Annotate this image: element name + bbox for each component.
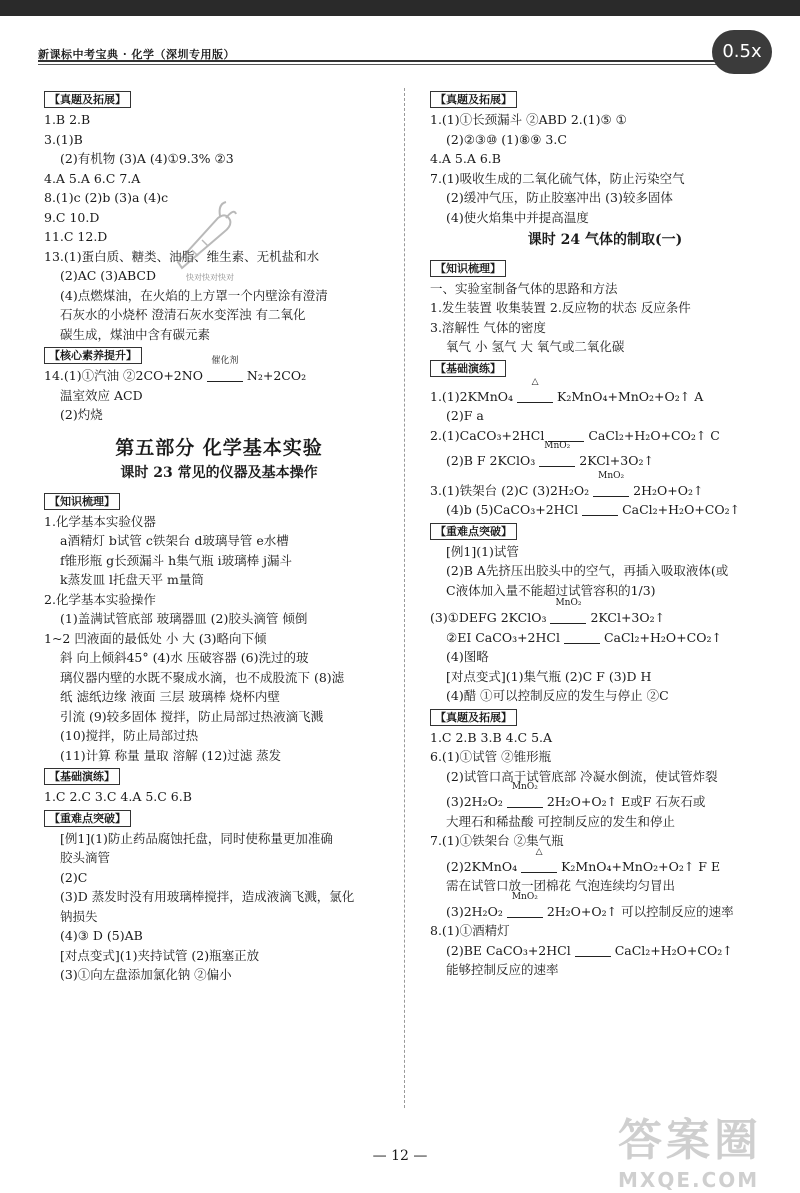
eq-right: 2H₂O+O₂↑	[633, 482, 704, 498]
answer-line: 大理石和稀盐酸 可控制反应的发生和停止	[446, 813, 675, 829]
reaction-condition: MnO₂	[555, 598, 582, 608]
reaction-arrow	[507, 782, 543, 812]
answer-line: 3.(1)B	[44, 131, 83, 147]
eq-right: 2H₂O+O₂↑ E或F 石灰石或	[546, 794, 706, 809]
answer-line: (3)①向左盘添加氯化钠 ②偏小	[60, 967, 232, 982]
answer-list	[430, 728, 780, 787]
answer-line: (3)D 蒸发时没有用玻璃棒搅拌，造成液滴飞溅，氯化	[60, 889, 355, 904]
equation-line	[430, 782, 780, 812]
eq-left: 2.(1)CaCO₃+2HCl	[430, 427, 545, 443]
reaction-arrow	[521, 846, 557, 877]
answer-list	[44, 787, 394, 807]
answer-line: (2)F a	[446, 408, 484, 423]
reaction-arrow	[550, 598, 586, 628]
eq-right: CaCl₂+H₂O+CO₂↑ C	[588, 427, 720, 443]
eq-right: K₂MnO₄+MnO₂+O₂↑ A	[557, 388, 704, 404]
answer-line: 13.(1)蛋白质、糖类、油脂、维生素、无机盐和水	[44, 248, 320, 264]
answer-line: f锥形瓶 g长颈漏斗 h集气瓶 i玻璃棒 j漏斗	[60, 552, 292, 568]
answer-line: (2)试管口高于试管底部 冷凝水倒流，使试管炸裂	[446, 768, 718, 784]
eq-left: (3)2H₂O₂	[446, 903, 503, 919]
answer-line: 斜 向上倾斜45° (4)水 压破容器 (6)洗过的玻	[60, 650, 309, 665]
answer-line: 3.溶解性 气体的密度	[430, 319, 546, 335]
section-tag: 【知识梳理】	[430, 260, 506, 277]
reaction-arrow	[207, 356, 243, 386]
answer-line: 6.(1)①试管 ②锥形瓶	[430, 749, 552, 764]
eq-right: 2H₂O+O₂↑ 可以控制反应的速率	[546, 903, 734, 919]
answer-line: 胶头滴管	[60, 850, 111, 865]
answer-line: 7.(1)①铁架台 ②集气瓶	[430, 833, 564, 848]
section-tag: 【重难点突破】	[44, 810, 131, 827]
answer-line: 1~2 凹液面的最低处 小 大 (3)略向下倾	[44, 630, 267, 646]
page-header: 新课标中考宝典 · 化学（深圳专用版）	[38, 48, 235, 61]
equation-line	[430, 598, 780, 628]
answer-line: (4)③ D (5)AB	[60, 928, 143, 943]
reaction-arrow	[517, 376, 553, 407]
answer-line: 4.A 5.A 6.C 7.A	[44, 170, 141, 186]
eq-left: 1.(1)2KMnO₄	[430, 388, 514, 404]
answer-line: [对点变式](1)夹持试管 (2)瓶塞正放	[60, 947, 260, 963]
answer-line: 需在试管口放一团棉花 气泡连续均匀冒出	[446, 878, 675, 893]
answer-line: 9.C 10.D	[44, 209, 100, 225]
playback-speed-button[interactable]: 0.5x	[712, 30, 772, 74]
answer-line: (4)使火焰集中并提高温度	[446, 209, 589, 225]
reaction-condition: MnO₂	[544, 441, 571, 451]
section-tag: 【真题及拓展】	[44, 91, 131, 108]
answer-line: (2)C	[60, 869, 88, 885]
header-rule-thin	[38, 64, 753, 65]
answer-line: 钠损失	[60, 908, 98, 924]
answer-line: (4)点燃煤油，在火焰的上方罩一个内壁涂有澄清	[60, 287, 328, 303]
section-tag: 【核心素养提升】	[44, 347, 142, 364]
answer-line: 8.(1)①酒精灯	[430, 923, 510, 938]
reaction-arrow	[575, 941, 611, 961]
eq-left: (2)2KMnO₄	[446, 858, 518, 874]
equation-line	[430, 441, 780, 471]
watermark-url: MXQE.COM	[618, 1168, 760, 1192]
answer-line: 8.(1)c (2)b (3)a (4)c	[44, 190, 169, 205]
answer-line: (2)有机物 (3)A (4)①9.3% ②3	[60, 151, 234, 166]
reaction-condition: △	[531, 376, 539, 387]
top-bar	[0, 0, 800, 16]
equation-line	[430, 470, 780, 501]
carrot-stamp-icon	[168, 198, 238, 272]
reaction-arrow	[507, 891, 543, 922]
reaction-condition: 催化剂	[211, 356, 239, 366]
answer-line: (4)醋 ①可以控制反应的发生与停止 ②C	[446, 688, 669, 703]
answer-line: 一、实验室制备气体的思路和方法	[430, 280, 618, 296]
eq-right: CaCl₂+H₂O+CO₂↑	[614, 942, 733, 958]
eq-left: 14.(1)①汽油 ②2CO+2NO	[44, 368, 203, 383]
eq-left: 3.(1)铁架台 (2)C (3)2H₂O₂	[430, 482, 590, 498]
section-tag: 【重难点突破】	[430, 523, 517, 540]
section-tag: 【基础演练】	[44, 768, 120, 785]
eq-right: 2KCl+3O₂↑	[590, 610, 666, 625]
equation-line	[430, 628, 780, 648]
answer-line: 氧气 小 氢气 大 氧气或二氧化碳	[446, 339, 625, 354]
answer-list	[430, 542, 780, 601]
equation-line	[430, 846, 780, 877]
equation-line	[430, 941, 780, 961]
answer-line: 1.(1)①长颈漏斗 ②ABD 2.(1)⑤ ①	[430, 112, 627, 127]
answer-list	[44, 512, 394, 766]
eq-right: 2KCl+3O₂↑	[579, 453, 654, 468]
answer-line: (10)搅拌，防止局部过热	[60, 728, 199, 743]
eq-right: K₂MnO₄+MnO₂+O₂↑ F E	[561, 858, 721, 874]
answer-line: 能够控制反应的速率	[446, 962, 559, 977]
answer-list	[430, 279, 780, 357]
eq-left: (2)B F 2KClO₃	[446, 453, 536, 468]
reaction-arrow	[539, 441, 575, 471]
answer-list	[44, 829, 394, 985]
part-title: 第五部分 化学基本实验	[115, 436, 323, 459]
page-number: — 12 —	[372, 1148, 428, 1164]
right-column	[430, 88, 780, 980]
equation-line	[430, 376, 780, 407]
answer-line: 温室效应 ACD	[60, 387, 143, 403]
reaction-condition: MnO₂	[511, 891, 538, 902]
answer-line: (1)盖满试管底部 玻璃器皿 (2)胶头滴管 倾倒	[60, 611, 308, 626]
reaction-condition: MnO₂	[598, 470, 625, 481]
eq-left: (4)b (5)CaCO₃+2HCl	[446, 502, 579, 517]
equation-line	[430, 500, 780, 520]
watermark-title: 答案圈	[618, 1115, 762, 1166]
answer-line: 璃仪器内壁的水既不聚成水滴，也不成股流下 (8)滤	[60, 669, 345, 685]
site-watermark	[618, 1104, 788, 1192]
answer-line: (2)缓冲气压，防止胶塞冲出 (3)较多固体	[446, 190, 673, 205]
answer-line: 1.化学基本实验仪器	[44, 513, 156, 529]
section-tag: 【真题及拓展】	[430, 709, 517, 726]
reaction-condition: △	[535, 846, 543, 857]
eq-left: (3)①DEFG 2KClO₃	[430, 610, 547, 625]
equation-line	[430, 891, 780, 922]
eq-left: (2)BE CaCO₃+2HCl	[446, 942, 571, 958]
answer-list	[430, 647, 780, 706]
answer-line: 11.C 12.D	[44, 229, 108, 244]
equation-line	[430, 426, 780, 446]
eq-right: N₂+2CO₂	[246, 368, 307, 383]
answer-list	[430, 812, 780, 851]
answer-line: (4)图略	[446, 649, 489, 664]
section-tag: 【基础演练】	[430, 360, 506, 377]
eq-left: (3)2H₂O₂	[446, 794, 503, 809]
answer-line: 2.化学基本实验操作	[44, 591, 156, 607]
answer-line: 引流 (9)较多固体 搅拌，防止局部过热液滴飞溅	[60, 708, 324, 724]
answer-line: a酒精灯 b试管 c铁架台 d玻璃导管 e水槽	[60, 533, 289, 548]
answer-line: 石灰水的小烧杯 澄清石灰水变浑浊 有二氧化	[60, 307, 306, 322]
answer-list	[430, 110, 780, 227]
lesson-title: 课时 24 气体的制取(一)	[527, 232, 683, 248]
answer-line: (2)B A先挤压出胶头中的空气，再插入吸取液体(或	[446, 563, 729, 578]
header-rule	[38, 60, 753, 62]
column-divider	[404, 88, 405, 1108]
answer-line: [对点变式](1)集气瓶 (2)C F (3)D H	[446, 668, 652, 684]
answer-line: 纸 滤纸边缘 液面 三层 玻璃棒 烧杯内壁	[60, 689, 280, 704]
answer-line: [例1](1)试管	[446, 543, 519, 559]
answer-line: C液体加入量不能超过试管容积的1/3)	[446, 582, 656, 598]
lesson-title: 课时 23 常见的仪器及基本操作	[120, 465, 318, 481]
reaction-arrow	[593, 470, 629, 501]
reaction-condition: MnO₂	[511, 782, 538, 792]
answer-line: (2)灼烧	[60, 407, 103, 422]
eq-right: CaCl₂+H₂O+CO₂↑	[603, 629, 722, 645]
answer-line: 1.B 2.B	[44, 112, 91, 127]
section-tag: 【真题及拓展】	[430, 91, 517, 108]
reaction-arrow	[564, 628, 600, 648]
answer-line: 1.C 2.B 3.B 4.C 5.A	[430, 729, 553, 745]
answer-line: k蒸发皿 l托盘天平 m量筒	[60, 572, 204, 587]
answer-line: 1.C 2.C 3.C 4.A 5.C 6.B	[44, 789, 192, 804]
stamp-text: 快对快对快对	[186, 273, 234, 282]
reaction-arrow	[582, 500, 618, 520]
section-tag: 【知识梳理】	[44, 493, 120, 510]
eq-left: ②EI CaCO₃+2HCl	[446, 629, 560, 645]
answer-line: 7.(1)吸收生成的二氧化硫气体，防止污染空气	[430, 170, 685, 186]
answer-line: (2)②③⑩ (1)⑧⑨ 3.C	[446, 131, 567, 147]
answer-line: 4.A 5.A 6.B	[430, 151, 501, 166]
answer-line: (11)计算 称量 量取 溶解 (12)过滤 蒸发	[60, 747, 282, 763]
answer-line	[44, 356, 394, 386]
answer-line: 1.发生装置 收集装置 2.反应物的状态 反应条件	[430, 300, 691, 315]
answer-line: (2)AC (3)ABCD	[60, 268, 157, 283]
eq-right: CaCl₂+H₂O+CO₂↑	[622, 502, 741, 517]
answer-line: 碳生成，煤油中含有碳元素	[60, 326, 211, 342]
answer-line: [例1](1)防止药品腐蚀托盘，同时使称量更加准确	[60, 830, 333, 846]
